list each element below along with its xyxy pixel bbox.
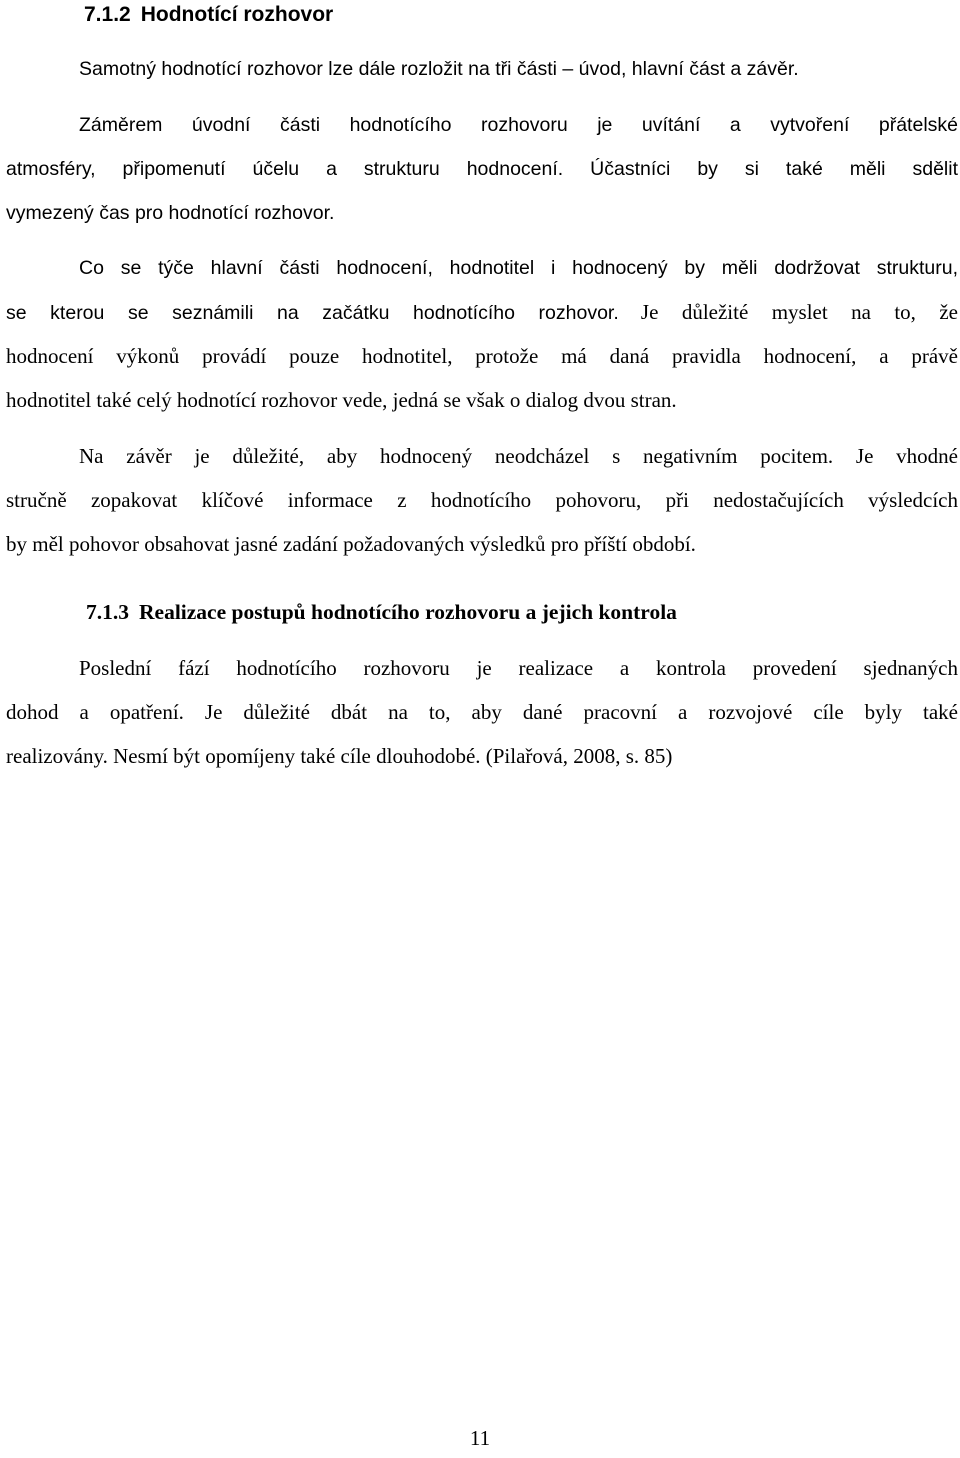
paragraph-line: stručně zopakovat klíčové informace z hodnotícího pohovoru, při nedostačujících výsledcích — [6, 488, 958, 512]
section-title: Realizace postupů hodnotícího rozhovoru a jejich kontrola — [139, 600, 677, 624]
paragraph-line: dohod a opatření. Je důležité dbát na to, aby dané pracovní a rozvojové cíle byly také — [6, 700, 958, 724]
section-number: 7.1.3 — [86, 600, 129, 624]
paragraph-line: realizovány. Nesmí být opomíjeny také cíle dlouhodobé. (Pilařová, 2008, s. 85) — [6, 744, 673, 768]
paragraph-line: Co se týče hlavní části hodnocení, hodnotitel i hodnocený by měli dodržovat strukturu, — [79, 257, 958, 279]
paragraph-line — [6, 290, 958, 334]
paragraph — [6, 103, 958, 235]
paragraph-line: Záměrem úvodní části hodnotícího rozhovoru je uvítání a vytvoření přátelské — [79, 114, 958, 136]
paragraph-line-part: se kterou se seznámili na začátku hodnotícího rozhovor. — [6, 302, 619, 324]
section-number: 7.1.2 — [84, 3, 131, 26]
paragraph-line: vymezený čas pro hodnotící rozhovor. — [6, 202, 335, 224]
paragraph — [6, 47, 958, 91]
section-heading — [84, 3, 333, 27]
paragraph-line: hodnocení výkonů provádí pouze hodnotitel, protože má daná pravidla hodnocení, a právě — [6, 344, 958, 368]
paragraph — [6, 646, 958, 778]
paragraph — [6, 434, 958, 566]
paragraph-line: Poslední fází hodnotícího rozhovoru je realizace a kontrola provedení sjednaných — [79, 656, 958, 680]
paragraph-line-part: Je důležité myslet na to, že — [640, 300, 958, 324]
paragraph — [6, 246, 958, 422]
paragraph-line: atmosféry, připomenutí účelu a strukturu hodnocení. Účastníci by si také měli sdělit — [6, 158, 958, 180]
paragraph-line: Na závěr je důležité, aby hodnocený neodcházel s negativním pocitem. Je vhodné — [79, 444, 958, 468]
paragraph-line: by měl pohovor obsahovat jasné zadání požadovaných výsledků pro příští období. — [6, 532, 696, 556]
paragraph-line: Samotný hodnotící rozhovor lze dále rozložit na tři části – úvod, hlavní část a závěr. — [79, 58, 799, 80]
paragraph-line: hodnotitel také celý hodnotící rozhovor vede, jedná se však o dialog dvou stran. — [6, 388, 677, 412]
section-heading — [86, 600, 677, 625]
section-title: Hodnotící rozhovor — [140, 3, 334, 26]
page-number: 11 — [469, 1426, 491, 1450]
